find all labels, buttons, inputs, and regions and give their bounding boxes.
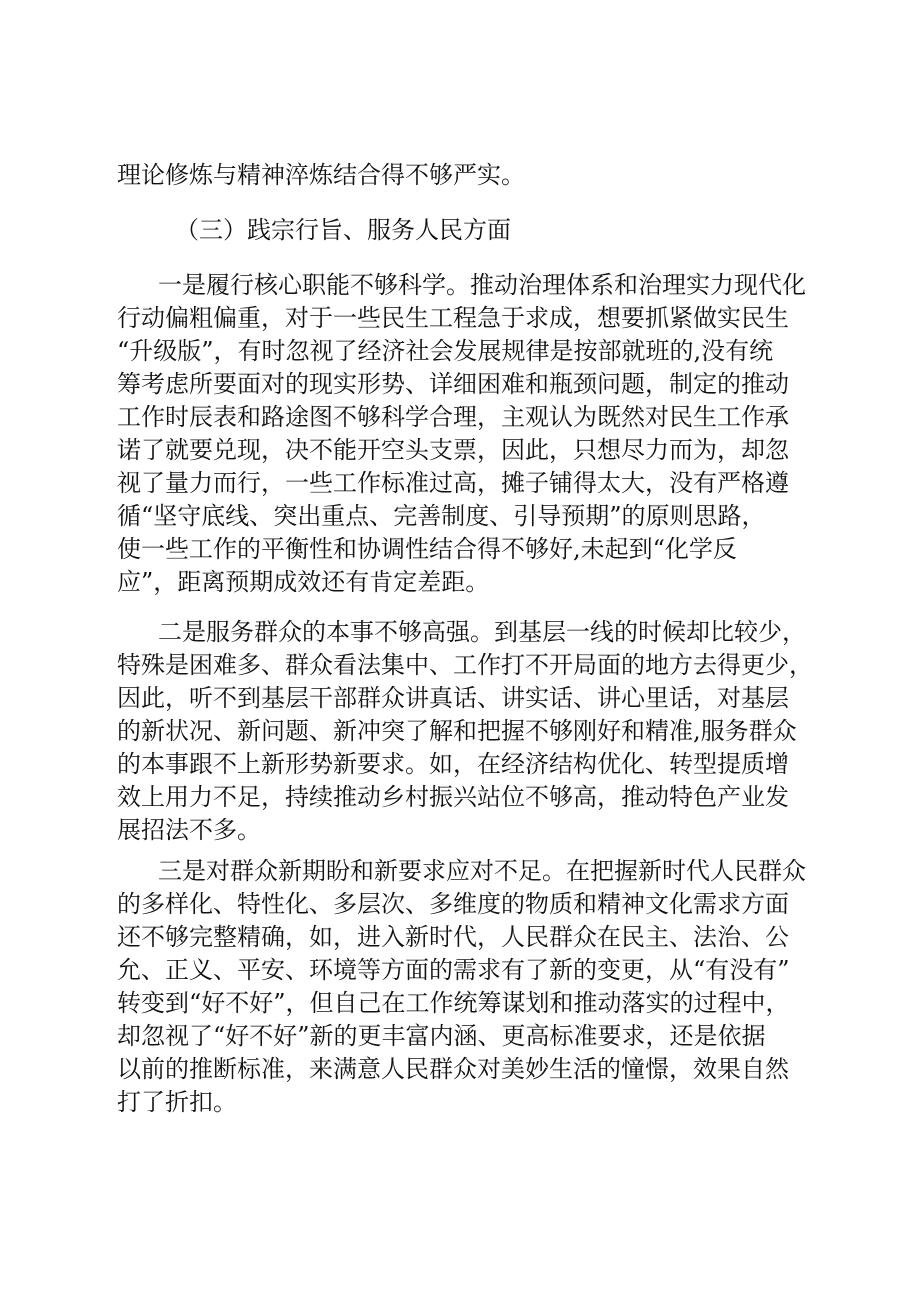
paragraph-line: 因此，听不到基层干部群众讲真话、讲实话、讲心里话，对基层 bbox=[117, 684, 789, 712]
paragraph-line: 特殊是困难多、群众看法集中、工作打不开局面的地方去得更少， bbox=[117, 651, 813, 679]
paragraph-line: 行动偏粗偏重，对于一些民生工程急于求成，想要抓紧做实民生 bbox=[117, 304, 789, 332]
paragraph-line: 诺了就要兑现，决不能开空头支票，因此，只想尽力而为，却忽 bbox=[117, 436, 789, 464]
paragraph-line: 使一些工作的平衡性和协调性结合得不够好,未起到“化学反 bbox=[117, 535, 737, 563]
paragraph-line: 的本事跟不上新形势新要求。如，在经济结构优化、转型提质增 bbox=[117, 750, 789, 778]
paragraph-line: 工作时辰表和路途图不够科学合理，主观认为既然对民生工作承 bbox=[117, 403, 789, 431]
paragraph-line: 筹考虑所要面对的现实形势、详细困难和瓶颈问题，制定的推动 bbox=[117, 370, 789, 398]
paragraph-line: 三是对群众新期盼和新要求应对不足。在把握新时代人民群众 bbox=[158, 857, 806, 885]
paragraph-line: 视了量力而行，一些工作标准过高，摊子铺得太大，没有严格遵 bbox=[117, 469, 789, 497]
paragraph-line: 以前的推断标准，来满意人民群众对美妙生活的憧憬，效果自然 bbox=[117, 1055, 789, 1083]
paragraph-line: 打了折扣。 bbox=[117, 1088, 237, 1116]
paragraph-line: 二是服务群众的本事不够高强。到基层一线的时候却比较少， bbox=[158, 618, 806, 646]
paragraph-line: 应”，距离预期成效还有肯定差距。 bbox=[117, 568, 490, 596]
paragraph-line: “升级版”，有时忽视了经济社会发展规律是按部就班的,没有统 bbox=[117, 337, 774, 365]
paragraph-line: 转变到“好不好”，但自己在工作统筹谋划和推动落实的过程中， bbox=[117, 989, 790, 1017]
continuation-line: 理论修炼与精神淬炼结合得不够严实。 bbox=[117, 161, 525, 189]
paragraph-line: 一是履行核心职能不够科学。推动治理体系和治理实力现代化 bbox=[158, 271, 806, 299]
paragraph-line: 允、正义、平安、环境等方面的需求有了新的变更，从“有没有” bbox=[117, 956, 790, 984]
paragraph-line: 还不够完整精确，如，进入新时代，人民群众在民主、法治、公 bbox=[117, 923, 789, 951]
section-heading: （三）践宗行旨、服务人民方面 bbox=[175, 216, 511, 244]
paragraph-line: 的多样化、特性化、多层次、多维度的物质和精神文化需求方面 bbox=[117, 890, 789, 918]
paragraph-line: 效上用力不足，持续推动乡村振兴站位不够高，推动特色产业发 bbox=[117, 783, 789, 811]
paragraph-line: 循“坚守底线、突出重点、完善制度、引导预期”的原则思路， bbox=[117, 502, 766, 530]
paragraph-line: 的新状况、新问题、新冲突了解和把握不够刚好和精准,服务群众 bbox=[117, 717, 797, 745]
paragraph-line: 却忽视了“好不好”新的更丰富内涵、更高标准要求，还是依据 bbox=[117, 1022, 766, 1050]
paragraph-line: 展招法不多。 bbox=[117, 816, 261, 844]
